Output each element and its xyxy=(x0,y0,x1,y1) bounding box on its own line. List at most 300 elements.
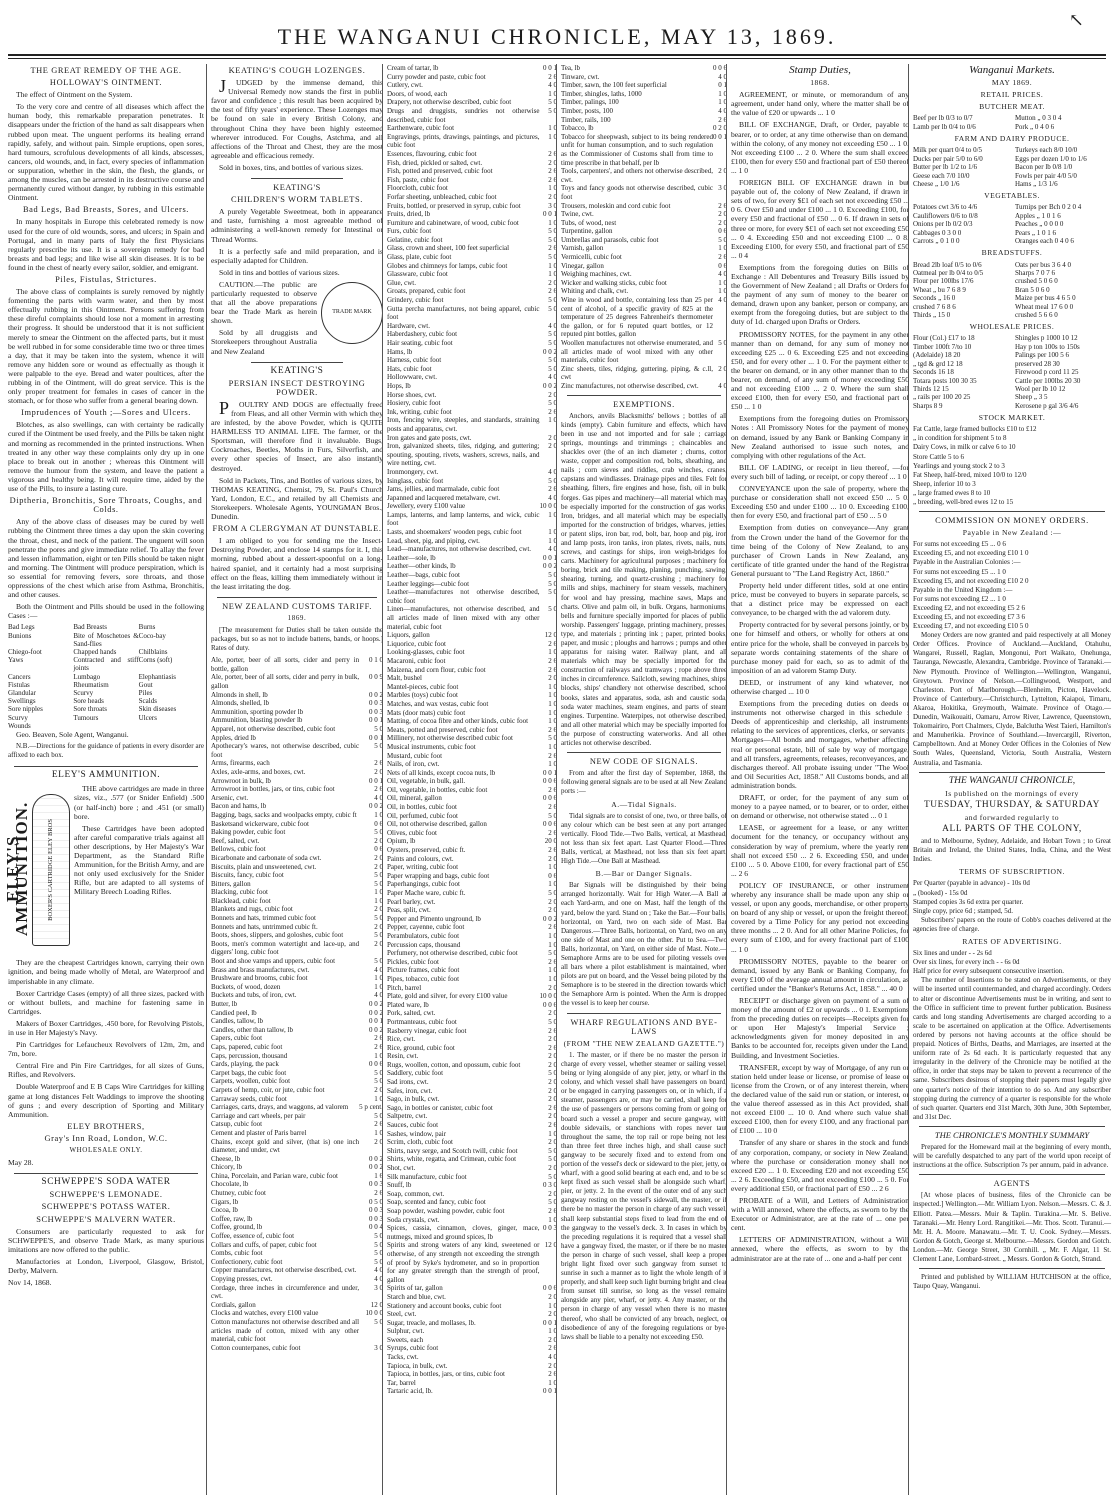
tariff-item: Toys and fancy goods not otherwise described, cubic foot xyxy=(561,184,713,201)
tariff-rate: 2 6 xyxy=(374,1034,383,1043)
tariff-item: Biscuits, plain and unsweetened, cwt. xyxy=(211,862,317,871)
price-item: Turnips per Bch 0 2 0 4 xyxy=(1015,203,1082,212)
tariff-rate: 1 0 xyxy=(548,742,557,751)
signals-sub: A.—Tidal Signals. xyxy=(611,799,677,809)
tariff-item: Sad irons, cwt. xyxy=(387,1078,429,1087)
tariff-item: Beef, salted, cwt. xyxy=(211,836,260,845)
tariff-row xyxy=(387,571,557,580)
tariff-row xyxy=(387,666,557,675)
tariff-rate: 5 0 xyxy=(374,1077,383,1086)
tariff-rate: 2 0 xyxy=(548,983,557,992)
tariff-rate: 0 6 xyxy=(374,845,383,854)
tariff-item: Carpets of hemp, coir, or jute, cubic foot xyxy=(211,1085,325,1094)
tariff-row xyxy=(387,287,557,296)
tariff-item: Spirits and strong waters of any kind, sweetened or otherwise, of any strength not exceeding the strength of proof by Syke's hydrometer, and so in proportion for any greater strength than the strength of proof, gallon xyxy=(387,1241,540,1284)
tariff-row xyxy=(387,949,557,958)
tariff-rate: 1 0 xyxy=(374,896,383,905)
tariff-item: Earthenware, cubic foot xyxy=(387,124,455,133)
stock-item: Sheep, inferior 10 to 3 xyxy=(913,479,976,488)
tariff-item: Fish, potted and preserved, cubic foot xyxy=(387,167,493,176)
tariff-row xyxy=(387,537,557,546)
eley-para: Makers of Boxer Cartridges, .450 bore, for Revolving Pistols, in use in Her Majesty's Navy. xyxy=(8,1018,204,1038)
tariff-rate: 2 0 xyxy=(548,442,557,451)
tariff-rate: 4 0 xyxy=(718,72,727,81)
tariff-item: Iron, galvanized sheets, tiles, ridging, and guttering; spouting, spouting, rivets, washers, screws, nails, and wire netting, cwt. xyxy=(387,442,540,468)
price-item: crushed 5 6 6 0 xyxy=(1015,310,1058,319)
tariff-year: 1869. xyxy=(287,613,307,622)
case-item: Bad Legs xyxy=(8,623,35,632)
price-item: Sheep „ 3 5 xyxy=(1015,393,1048,402)
tariff-item: Coffee, raw, lb xyxy=(211,1214,253,1223)
divider xyxy=(14,766,198,767)
case-item xyxy=(73,722,138,730)
tariff-rate: 5 0 xyxy=(548,330,557,339)
tariff-rate: 0 0 6 xyxy=(713,64,727,72)
case-item: Contracted and stiff joints xyxy=(73,656,139,673)
tariff-row xyxy=(387,1284,557,1293)
tariff-item: Resin, cwt. xyxy=(387,1052,419,1061)
price-item: (Adelaide) 18 20 xyxy=(913,351,961,360)
tariff-row xyxy=(387,244,557,253)
tariff-item: Saltpetre, cwt. xyxy=(387,1112,428,1121)
holloway-heading: Bad Legs, Bad Breasts, Sores, and Ulcers. xyxy=(22,205,189,215)
tariff-row xyxy=(387,1078,557,1087)
tariff-rate: 2 6 xyxy=(548,485,557,494)
tariff-rate: 0 6 xyxy=(548,871,557,880)
tariff-row xyxy=(211,974,383,983)
tariff-item: Jewellery, every £100 value xyxy=(387,502,466,511)
tariff-item: Carpets, woollen, cubic foot xyxy=(211,1077,291,1086)
divider xyxy=(919,772,1105,773)
tariff-row xyxy=(211,1318,383,1344)
tariff-rate: 2 6 xyxy=(548,639,557,648)
divider xyxy=(14,1173,198,1174)
price-item: Lamb per lb 0/4 to 0/6 xyxy=(913,122,976,131)
tariff-rate: 5 0 xyxy=(548,364,557,373)
tariff-rate: 0 0 1 xyxy=(713,132,727,141)
tariff-row xyxy=(387,184,557,193)
tariff-rate: 5 0 xyxy=(374,1068,383,1077)
tariff-table xyxy=(211,656,383,1352)
tariff-item: Olives, cubic foot xyxy=(387,828,437,837)
tariff-row xyxy=(211,1180,383,1189)
tariff-item: Glassware, cubic foot xyxy=(387,270,448,279)
price-item: Bacon per lb 0/8 1/0 xyxy=(1015,163,1073,172)
tariff-rate: 1 0 xyxy=(548,863,557,872)
tariff-row xyxy=(211,794,383,803)
tariff-rate: 2 6 xyxy=(548,407,557,416)
tariff-rate: 5 0 xyxy=(548,253,557,262)
tariff-row xyxy=(387,580,557,589)
tariff-row xyxy=(387,769,557,778)
tariff-row xyxy=(211,734,383,743)
tariff-item: Sago, in bulk, cwt. xyxy=(387,1095,440,1104)
tariff-rate: 1 0 xyxy=(374,1094,383,1103)
tariff-row xyxy=(387,966,557,975)
tariff-rate: 2 0 xyxy=(548,1086,557,1095)
tariff-rate: 2 0 xyxy=(548,1335,557,1344)
tariff-row xyxy=(387,786,557,795)
tariff-item: Almonds in shell, lb xyxy=(211,690,268,699)
tariff-rate: 2 0 xyxy=(548,158,557,167)
money-orders-text: Money Orders are now granted and paid respectively at all Money Order Offices. Province of Auckland.—Auckland, Otahuhu, Wangarei, Russell, Raglan, Mongonui, Port Waikato, Onehunga, Tauranga, Newcastle, Alexandra, Cambridge. Province of Taranaki.—New Plymouth. Province of Wellington.—Wellington, Wanganui, Greytown. Province of Nelson.—Collingwood, Westport, and Charleston. Port of Marlborough.—Blenheim, Picton, Havelock. Province of Canterbury.—Christchurch, Lyttelton, Kaiapoi, Timaru, Akaroa, Hokitika, Greymouth, Waimate. Province of Otago.—Dunedin, Waikouaiti, Oamaru, Arrow River, Lawrence, Queenstown, Tokomairiro, Port Chalmers, Clyde, Balclutha West Taieri, Hamilton's and Manuherikia. Province of Southland.—Invercargill, Riverton, Campbelltown. And at Money Order Offices in the Colonies of New South Wales, Queensland, Victoria, South Australia, Western Australia, and Tasmania. xyxy=(913,631,1111,767)
tariff-item: Lasts, and shoemakers' wooden pegs, cubic foot xyxy=(387,528,522,537)
price-item: Flour per 100lbs 17/6 xyxy=(913,277,974,286)
schweppe-ad xyxy=(8,1178,204,1287)
tariff-item: Tobacco for sheepwash, subject to its being rendered unfit for human consumption, and to such regulation as the Commissioner of Customs shall from time to time prescribe in that behalf, per lb xyxy=(561,132,713,167)
tariff-rate: 1 0 xyxy=(374,810,383,819)
tariff-row xyxy=(211,820,383,829)
tariff-item: Cotton manufactures not otherwise described and all articles made of cotton, mixed with any other material, cubic foot xyxy=(211,1317,360,1344)
tariff-item: Oil, perfumed, cubic foot xyxy=(387,811,458,820)
tariff-rate: 5 0 xyxy=(374,1317,383,1326)
tariff-item: Mustard, cubic foot xyxy=(387,751,443,760)
stock-item: Fat Cattle, large framed bullocks £10 to £12 xyxy=(913,425,1037,434)
money-order-item: For sums not exceeding £2 ... 1 0 xyxy=(913,594,1006,603)
tariff-item: Zinc sheets, tiles, ridging, guttering, piping, & c.ll, cwt xyxy=(561,364,713,382)
tariff-item: Brushware and brooms, cubic foot xyxy=(211,974,308,983)
tariff-row xyxy=(387,502,557,511)
price-item: Apples „ 1 0 1 6 xyxy=(1015,211,1061,220)
tariff-rate: 1 0 xyxy=(548,974,557,983)
tariff-row xyxy=(561,287,727,296)
price-item: crushed 7 6 8 6 xyxy=(913,302,956,311)
tariff-row xyxy=(387,1353,557,1362)
tariff-item: Pepper, cayenne, cubic foot xyxy=(387,923,465,932)
tariff-row xyxy=(387,588,557,605)
tariff-item: Scrim, cloth, cubic foot xyxy=(387,1138,453,1147)
tariff-row xyxy=(387,1104,557,1113)
case-item: Chapped hands xyxy=(73,647,117,656)
eley-para: Pin Cartridges for Lefaucheux Revolvers of 12m, 2m, and 7m, bore. xyxy=(8,1040,204,1059)
tariff-row xyxy=(387,820,557,829)
tariff-item: Perfumery, not otherwise described, cubic foot xyxy=(387,949,518,958)
holloway-para: Any of the above class of diseases may be cured by well rubbing the Ointment three times a day upon the skin covering the throat, chest, and neck of the patient. The unguent will soon penetrate the pores and give immediate relief. To allay the fever and lessen inflammation, eight or ten Pills should be taken night and morning. The Ointment will produce perspiration, which is so essential for removing fevers, sore throats, and those oppressions of the chest which arise from Asthma, Bronchitis, and other causes. xyxy=(8,517,204,600)
tariff-rate: 5 0 xyxy=(548,1017,557,1026)
tariff-item: Nails, of iron, cwt. xyxy=(387,760,440,769)
column-3 xyxy=(382,64,557,1495)
tariff-item: Ironmongery, cwt. xyxy=(387,467,439,476)
tariff-rate: 0 0 2 xyxy=(543,914,557,923)
tariff-item: Capers, cubic foot xyxy=(211,1034,263,1043)
tariff-item: Arms, firearms, each xyxy=(211,759,270,768)
tariff-rate: 2 6 xyxy=(718,201,727,210)
tariff-item: Carriages, carts, drays, and waggons, ad valorem xyxy=(211,1103,349,1112)
tariff-rate: 1 0 xyxy=(548,89,557,98)
tariff-rate: 5 0 xyxy=(374,1232,383,1241)
money-order-item: Exceeding £7, and not exceeding £10 5 0 xyxy=(913,622,1029,631)
tariff-rate: 0 0 1 xyxy=(543,1387,557,1396)
tariff-row xyxy=(211,1060,383,1069)
tariff-item: Bitters, gallon xyxy=(211,879,251,888)
terms-list xyxy=(913,879,1111,915)
stock-title: STOCK MARKET. xyxy=(978,413,1046,423)
tariff-row xyxy=(211,914,383,923)
tariff-rate: 0 0 1 xyxy=(543,1318,557,1327)
tariff-item: Bonnets and hats, trimmed cubic foot xyxy=(211,914,316,923)
tariff-rate: 0 0 2 xyxy=(543,347,557,356)
tariff-row xyxy=(387,150,557,159)
tariff-row xyxy=(211,957,383,966)
tariff-item: Soap, common, cwt. xyxy=(387,1189,445,1198)
trade-mark-seal-icon xyxy=(321,282,383,344)
tariff-item: Copper manufactures, not otherwise described, cwt. xyxy=(211,1266,357,1275)
tariff-row xyxy=(387,984,557,993)
divider xyxy=(919,1174,1105,1175)
stamp-duty-item: PROBATE of a Will, and Letters of Administration with a Will annexed, where the effects, as sworn to by the Executor or Administrator, are at the rate of ... one per cent. xyxy=(731,1195,909,1233)
tariff-row xyxy=(387,193,557,202)
markets-date: MAY 1869. xyxy=(991,78,1033,88)
tariff-row xyxy=(561,382,727,391)
tariff-item: Leather—bags, cubic foot xyxy=(387,571,460,580)
tariff-row xyxy=(387,1044,557,1053)
tariff-row xyxy=(211,931,383,940)
case-item: Scalds xyxy=(138,697,157,706)
tariff-item: Doors, of wood, each xyxy=(387,89,448,98)
price-item: Fowls per pair 4/0 5/0 xyxy=(1015,171,1077,180)
tariff-row xyxy=(211,1009,383,1018)
tariff-item: Marbles (toys) cubic foot xyxy=(387,691,458,700)
tariff-item: Twine, cwt. xyxy=(561,210,594,219)
case-item: Scurvy xyxy=(73,688,94,697)
tariff-rate: 1 0 xyxy=(548,699,557,708)
tariff-rate: 4 0 xyxy=(374,793,383,802)
price-item: Seconds „ 16 0 xyxy=(913,294,956,303)
tariff-item: Oysters, preserved, cubic ft. xyxy=(387,846,466,855)
tariff-row xyxy=(211,777,383,786)
stamp-duty-item: PROMISSORY NOTES, payable to the bearer on demand, issued by any Bank or Banking Company, for every £100 of the average annual amount in circulation, as certified under the "Banker's Returns Act, 1858." ... 40 0 xyxy=(731,956,909,993)
tariff-rate: 1 0 xyxy=(548,1301,557,1310)
tariff-row xyxy=(387,760,557,769)
tariff-rate: 1 0 xyxy=(548,691,557,700)
tariff-row xyxy=(387,279,557,288)
tariff-row xyxy=(387,159,557,168)
tariff-rate: 2 6 xyxy=(548,1121,557,1130)
tariff-row xyxy=(387,1302,557,1311)
tariff-item: Leather—manufactures not otherwise described, cubic foot xyxy=(387,588,540,605)
tariff-item: Whiting and chalk, cwt. xyxy=(561,287,629,296)
tariff-row xyxy=(211,1301,383,1310)
keating-para: Sold in boxes, tins, and bottles of various sizes. xyxy=(219,162,364,172)
case-item: Tumours xyxy=(73,713,99,722)
tariff-item: Arrowroot in bottles, jars, or tins, cubic foot xyxy=(211,785,335,794)
tariff-item: Catsup, cubic foot xyxy=(211,1120,263,1129)
tariff-rate: 0 0 2 xyxy=(369,1163,383,1172)
tariff-item: Tinware, cwt. xyxy=(561,72,600,81)
tariff-row xyxy=(387,348,557,357)
tariff-rate: 1 0 xyxy=(718,98,727,107)
tariff-item: Oil, vegetable, in bottles, cubic foot xyxy=(387,785,488,794)
tariff-row xyxy=(387,1370,557,1379)
divider xyxy=(251,178,343,179)
price-item: Butter per lb 1/2 to 1/6 xyxy=(913,163,977,172)
tariff-item: Carraway seeds, cubic foot xyxy=(211,1094,287,1103)
money-orders-sub: Payable in New Zealand :— xyxy=(962,528,1062,538)
tariff-rate: 1 0 xyxy=(548,1378,557,1387)
tariff-item: Vermicelli, cubic foot xyxy=(561,253,622,262)
stock-item: Fat Sheep, half-bred, mixed 10/0 to 12/0 xyxy=(913,470,1027,479)
tariff-row xyxy=(211,966,383,975)
tariff-item: Woollen manufactures not otherwise enumerated, and all articles made of wool mixed with any other materials, cubic foot xyxy=(561,339,713,365)
tariff-rate: 2 0 xyxy=(548,674,557,683)
price-item: Oranges each 0 4 0 6 xyxy=(1015,237,1074,246)
tariff-row xyxy=(387,227,557,236)
stamp-duty-item: BILL OF LADING, or receipt in lieu thereof, —for every such bill of lading, or receipt, or copy thereof ... 1 0 xyxy=(731,462,909,481)
holloway-note: N.B.—Directions for the guidance of patients in every disorder are affixed to each box. xyxy=(8,742,204,760)
price-item: „ rails per 100 20 25 xyxy=(913,393,971,402)
tariff-row xyxy=(387,107,557,124)
tariff-row xyxy=(387,322,557,331)
tariff-item: Tobacco, lb xyxy=(561,124,594,133)
tariff-item: Trousers, moleskin and cord cubic foot xyxy=(561,201,671,210)
tariff-rate: 0 0 9 xyxy=(369,673,383,682)
holloway-heading: Piles, Fistulas, Strictures. xyxy=(55,274,157,284)
tariff-row xyxy=(387,477,557,486)
tariff-item: Grindery, cubic foot xyxy=(387,296,444,305)
tariff-row xyxy=(387,829,557,838)
tariff-row xyxy=(387,992,557,1001)
tariff-row xyxy=(211,716,383,725)
tariff-rate: 3 0 xyxy=(374,1283,383,1292)
schweppe-para: Consumers are particularly requested to ask for SCHWEPPE'S, and observe Trade Mark, as many spurious imitations are now offered to the public. xyxy=(8,1226,204,1254)
tariff-row xyxy=(387,1095,557,1104)
tariff-row xyxy=(211,854,383,863)
tariff-rate: 2 6 xyxy=(548,1344,557,1353)
tariff-item: Turpentine, gallon xyxy=(561,227,613,236)
tariff-row xyxy=(387,1207,557,1216)
tariff-item: Fish, dried, pickled or salted, cwt. xyxy=(387,158,483,167)
tariff-rate: 2 6 xyxy=(548,656,557,665)
tariff-rate: 1 0 xyxy=(718,89,727,98)
tariff-row xyxy=(561,244,727,253)
case-item: Scurvy xyxy=(8,713,28,722)
tariff-rate: 1 0 xyxy=(548,1327,557,1336)
keating-worm-title: KEATING'S xyxy=(273,183,321,193)
tariff-item: Timber, posts, 100 xyxy=(561,106,613,115)
tariff-item: Wicker and walking sticks, cubic foot xyxy=(561,278,667,287)
tariff-row xyxy=(387,648,557,657)
price-item: „ tgd & grd 12 18 xyxy=(913,359,963,368)
tariff-rate: 2 0 xyxy=(374,836,383,845)
tariff-row xyxy=(387,442,557,468)
tariff-item: Hosiery, cubic foot xyxy=(387,399,441,408)
stamp-duty-item: TRANSFER, except by way of Mortgage, of any run or station held under lease or license, or promise of lease or license from the Crown, or of any interest therein, where the declared value of the said run or station, or interest, or the value thereof assessed as in this Act provided, shall not exceed £100 ... 10 0. And where such value shall exceed £100, then for every £100, and any fractional part of £100 ... 10 0 xyxy=(731,1062,909,1136)
tariff-item: Caps, percussion, thousand xyxy=(211,1051,288,1060)
tariff-row xyxy=(561,184,727,201)
tariff-row xyxy=(387,468,557,477)
tariff-item: Glass, crown and sheet, 100 feet superficial xyxy=(387,244,510,253)
tariff-item: Pork, salted, cwt. xyxy=(387,1009,436,1018)
tariff-row xyxy=(387,391,557,400)
tariff-row xyxy=(211,1172,383,1181)
tariff-rate: 20 0 xyxy=(544,837,557,846)
tariff-rate: 10 0 0 xyxy=(539,992,557,1001)
cartridge-label: BOXER'S CARTRIDGE ELEY BROS xyxy=(47,819,55,922)
tariff-row xyxy=(561,98,727,107)
tariff-item: Bellows, cubic foot xyxy=(211,845,266,854)
tariff-row xyxy=(387,373,557,382)
stamp-duty-item: CONVEYANCE upon the sale of property, where the purchase or consideration shall not exceed £50 ... 5 0. Exceeding £50 and under £100 ... 10 0. Exceeding £100, then for every £50, and fractional part of £50 ... 5 0 xyxy=(731,484,909,521)
case-item: Sore nipples xyxy=(8,705,43,714)
tariff-row xyxy=(387,176,557,185)
tariff-row xyxy=(387,941,557,950)
tariff-row xyxy=(387,1164,557,1173)
tariff-item: Apples, dried lb xyxy=(211,733,256,742)
tariff-rate: 5 0 xyxy=(374,931,383,940)
tariff-rate: 0 0 1 xyxy=(543,210,557,219)
tariff-item: Chocolate, lb xyxy=(211,1180,249,1189)
tariff-row xyxy=(561,116,727,125)
holloway-para: In many hospitals in Europe this celebrated remedy is now used for the cure of old wounds, sores, and ulcers; in Spain and Portugal, and in many parts of Italy the first Physicians regularly prescribe its use. It is a sovereign remedy for bad breasts and bad legs; and like wise all skin diseases. It is to be found in the chest of nearly every sailor, soldier, and emigrant. xyxy=(8,217,204,272)
tariff-rate: 0 1 0 xyxy=(369,656,383,665)
tariff-rate: 2 6 xyxy=(548,725,557,734)
case-item xyxy=(139,722,204,730)
tariff-rate: 1 6 xyxy=(374,1171,383,1180)
tariff-item: Iron gates and gate posts, cwt. xyxy=(387,433,472,442)
tariff-item: Hams, lb xyxy=(387,347,413,356)
stamp-duty-item: Transfer of any share or shares in the stock and funds of any corporation, company, or society in New Zealand, where the purchase or consideration money shall not exceed £20 ... 1 0. Exceeding £20 and not exceeding £50 ... 2 6. Exceeding £50, and not exceeding £100 ... 5 0. For every additional £50, or fractional part of £50 ... 2 6 xyxy=(731,1138,909,1193)
tariff-rate: 2 0 xyxy=(548,1035,557,1044)
tariff-rate: 0 3 0 xyxy=(543,1181,557,1190)
tariff-row xyxy=(211,1069,383,1078)
tariff-item: Millinery, not otherwise described cubic foot xyxy=(387,734,513,743)
holloway-heading: Diptheria, Bronchitis, Sore Throats, Coughs, and Colds. xyxy=(9,496,203,515)
eley-para: They are the cheapest Cartridges known, carrying their own ignition, and being made wholly of Metal, are Waterproof and imperishable in any climate. xyxy=(8,958,204,986)
tariff-item: Cocoa, lb xyxy=(211,1206,238,1215)
tariff-row xyxy=(387,1310,557,1319)
chronicle-title: THE WANGANUI CHRONICLE, xyxy=(948,775,1076,786)
terms-text: Subscribers' papers on the route of Cobb's coaches delivered at the agencies free of charge. xyxy=(913,915,1111,933)
tariff-item: Cement and plaster of Paris barrel xyxy=(211,1128,307,1137)
tariff-row xyxy=(387,528,557,537)
tariff-item: Soap powder, washing powder, cubic foot xyxy=(387,1206,505,1215)
tariff-item: Rice, ground, cubic foot xyxy=(387,1043,455,1052)
tariff-item: Bagging, bags, sacks and woolpacks empty, cubic ft xyxy=(211,810,357,819)
tariff-item: Soap, scented and fancy, cubic foot xyxy=(387,1198,486,1207)
tariff-rate: 0 0 2 xyxy=(369,1025,383,1034)
tariff-rate: 2 6 xyxy=(548,149,557,158)
tariff-row xyxy=(387,339,557,348)
tariff-item: Chicory, lb xyxy=(211,1163,243,1172)
tariff-item: Axles, axle-arms, and boxes, cwt. xyxy=(211,767,306,776)
tariff-row xyxy=(211,905,383,914)
stamp-duty-item: Property held under different titles, sold at one entire price, must be conveyed to buyers in separate parcels, so that a distinct price may be expressed on each conveyance, to be charged with the ad valorem duty. xyxy=(731,580,909,618)
tariff-row xyxy=(387,167,557,176)
tariff-item: Oil, not otherwise described, gallon xyxy=(387,820,487,829)
tariff-row xyxy=(387,700,557,709)
tariff-row xyxy=(387,777,557,786)
tariff-item: Buckets, of wood, dozen xyxy=(211,982,281,991)
tariff-item: Boots, shoes, slippers, and goloshes, cubic foot xyxy=(211,931,344,940)
tariff-item: Paper, writing, cubic foot xyxy=(387,863,459,872)
tariff-rate: 2 0 xyxy=(374,905,383,914)
tariff-row xyxy=(387,1069,557,1078)
eley-para: Double Waterproof and E B Caps Wire Cartridges for killing game at long distances Felt Waddings to improve the shooting of guns ; and every description of Sporting and Military Ammunition. xyxy=(8,1082,204,1119)
tariff-row xyxy=(211,759,383,768)
tariff-item: Basketsand wickerware, cubic foot xyxy=(211,819,309,828)
tariff-item: Fish, paste, cubic foot xyxy=(387,175,449,184)
terms-item: Stamped copies 3s 6d extra per quarter. xyxy=(913,897,1024,906)
tariff-item: Linen—manufactures, not otherwise described, and all articles made of linen mixed with any other material, cubic foot xyxy=(387,605,540,631)
eley-para: THE above cartridges are made in three sizes, viz., .577 (or Snider Enfield) .500 (or half-inch) bore ; and .451 (or small) bore. xyxy=(74,784,204,821)
tariff-row xyxy=(211,1309,383,1318)
tariff-item: Globes and chimneys for lamps, cubic foot xyxy=(387,261,508,270)
price-item: Milk per quart 0/4 to 0/5 xyxy=(913,146,983,155)
tariff-rate: 5 0 xyxy=(548,296,557,305)
tariff-item: Lamps, lanterns, and lamp lanterns, and wick, cubic foot xyxy=(387,510,540,528)
tariff-row xyxy=(387,133,557,150)
case-item: Skin diseases xyxy=(138,705,177,714)
